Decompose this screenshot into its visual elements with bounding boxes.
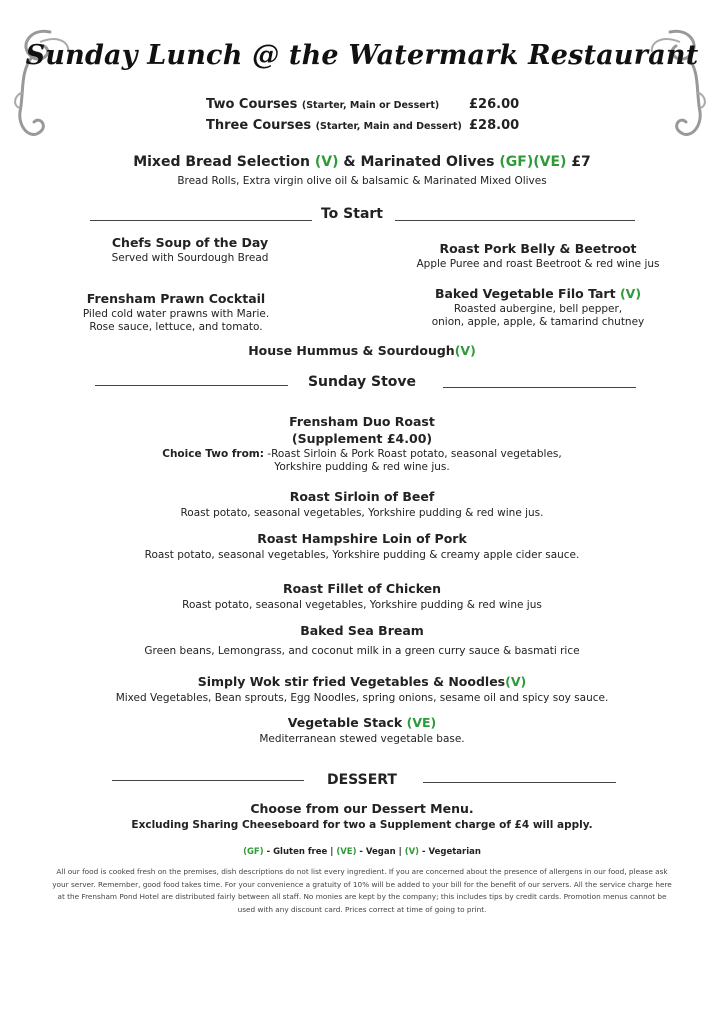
- price-two-courses-value: £26.00: [469, 97, 520, 112]
- item-name: Roast Fillet of Chicken: [282, 581, 442, 596]
- price-label: Three Courses: [206, 118, 312, 133]
- item-name: Vegetable Stack: [287, 715, 403, 730]
- legend-tag: (GF): [243, 847, 264, 857]
- divider: [95, 385, 288, 386]
- legend-label: - Vegan: [356, 847, 396, 857]
- bread-olives: & Marinated Olives: [343, 154, 495, 170]
- item-name: Frensham Prawn Cocktail: [86, 291, 266, 306]
- item-description: onion, apple, apple, & tamarind chutney: [431, 316, 645, 328]
- menu-item-prawn-cocktail: [76, 291, 276, 333]
- item-supplement: (Supplement £4.00): [291, 431, 433, 446]
- menu-item-loin-pork: [0, 531, 724, 561]
- divider: [90, 220, 312, 221]
- price-note: (Starter, Main and Dessert): [315, 121, 462, 132]
- menu-item-soup: [90, 235, 290, 264]
- diet-tag: (GF)(VE): [499, 154, 567, 170]
- item-description: Apple Puree and roast Beetroot & red wine jus: [416, 258, 660, 270]
- dessert-line-2: Excluding Sharing Cheeseboard for two a Supplement charge of £4 will apply.: [131, 819, 593, 831]
- price-label: Two Courses: [206, 97, 298, 112]
- divider: [423, 782, 616, 783]
- item-description: Roast potato, seasonal vegetables, Yorkshire pudding & red wine jus: [182, 599, 542, 611]
- menu-item-pork-belly: [398, 241, 678, 270]
- item-description: Roast potato, seasonal vegetables, Yorkshire pudding & red wine jus.: [180, 507, 544, 519]
- page-title: Sunday Lunch @ the Watermark Restaurant: [25, 40, 699, 71]
- item-description: Yorkshire pudding & red wine jus.: [274, 461, 450, 473]
- diet-tag: (V): [619, 286, 642, 301]
- section-heading-starters: To Start: [320, 206, 383, 222]
- item-name: Roast Hampshire Loin of Pork: [257, 531, 467, 546]
- bread-name: Mixed Bread Selection: [133, 154, 310, 170]
- item-description: Rose sauce, lettuce, and tomato.: [89, 321, 263, 333]
- item-description: Mixed Vegetables, Bean sprouts, Egg Noodles, spring onions, sesame oil and spicy soy sauce.: [115, 692, 609, 704]
- item-name: Simply Wok stir fried Vegetables & Noodles: [197, 674, 506, 689]
- price-three-courses-value: £28.00: [469, 118, 520, 133]
- menu-item-filo-tart: [398, 286, 678, 328]
- diet-tag: (V): [314, 154, 339, 170]
- item-description: Mediterranean stewed vegetable base.: [259, 733, 465, 745]
- divider: [395, 220, 635, 221]
- menu-item-duo-roast: [0, 414, 724, 473]
- dietary-legend: [0, 847, 724, 857]
- item-description: -Roast Sirloin & Pork Roast potato, seasonal vegetables,: [263, 448, 562, 460]
- diet-tag: (V): [505, 674, 527, 689]
- menu-item-sirloin-beef: [0, 489, 724, 519]
- menu-item-hummus: [0, 343, 724, 358]
- item-name: Chefs Soup of the Day: [111, 235, 269, 250]
- section-heading-dessert: DESSERT: [327, 772, 397, 788]
- item-name: Baked Vegetable Filo Tart: [434, 286, 616, 301]
- item-description: Roast potato, seasonal vegetables, Yorkshire pudding & creamy apple cider sauce.: [144, 549, 580, 561]
- pricing-two-courses: [206, 97, 439, 112]
- divider: [443, 387, 636, 388]
- item-name: Roast Sirloin of Beef: [289, 489, 435, 504]
- item-description: Piled cold water prawns with Marie.: [82, 308, 270, 320]
- item-name: House Hummus & Sourdough: [248, 343, 455, 358]
- item-description: Green beans, Lemongrass, and coconut milk in a green curry sauce & basmati rice: [144, 645, 580, 657]
- item-name: Roast Pork Belly & Beetroot: [439, 241, 637, 256]
- divider: [112, 780, 304, 781]
- menu-item-sea-bream: [0, 623, 724, 657]
- legend-tag: (VE): [336, 847, 357, 857]
- menu-item-chicken: [0, 581, 724, 611]
- legend-tag: (V): [404, 847, 420, 857]
- diet-tag: (V): [454, 343, 476, 358]
- legend-label: - Vegetarian: [419, 847, 481, 857]
- bread-description: Bread Rolls, Extra virgin olive oil & balsamic & Marinated Mixed Olives: [177, 175, 547, 187]
- item-name: Baked Sea Bream: [300, 623, 424, 638]
- choice-label: Choice Two from:: [162, 448, 264, 460]
- menu-item-vegetable-stack: [0, 715, 724, 745]
- bread-item-title: [0, 154, 724, 170]
- bread-price: £7: [571, 154, 591, 170]
- price-note: (Starter, Main or Dessert): [301, 100, 440, 111]
- pricing-three-courses: [206, 118, 462, 133]
- diet-tag: (VE): [406, 715, 437, 730]
- item-description: Served with Sourdough Bread: [111, 252, 269, 264]
- menu-item-wok: [0, 674, 724, 704]
- item-description: Roasted aubergine, bell pepper,: [453, 303, 623, 315]
- section-heading-mains: Sunday Stove: [307, 374, 417, 390]
- footer-disclaimer: All our food is cooked fresh on the premises, dish descriptions do not list every ingredient. If you are concerned about the presence of allergens in our food, please ask your server. Remember, good food takes time. For your convenience a gratuity of 10% will be added to your bill for the benefit of our servers. All the service charge here at the Frensham Pond Hotel are distributed fairly between all staff. No monies are kept by the company; this includes tips by credit cards. Promotion menus cannot be used with any discount card. Prices correct at time of going to print.: [52, 867, 672, 914]
- legend-separator: |: [395, 847, 405, 857]
- item-name: Frensham Duo Roast: [289, 414, 435, 429]
- legend-separator: |: [327, 847, 337, 857]
- legend-label: - Gluten free: [263, 847, 328, 857]
- dessert-line-1: Choose from our Dessert Menu.: [250, 801, 474, 816]
